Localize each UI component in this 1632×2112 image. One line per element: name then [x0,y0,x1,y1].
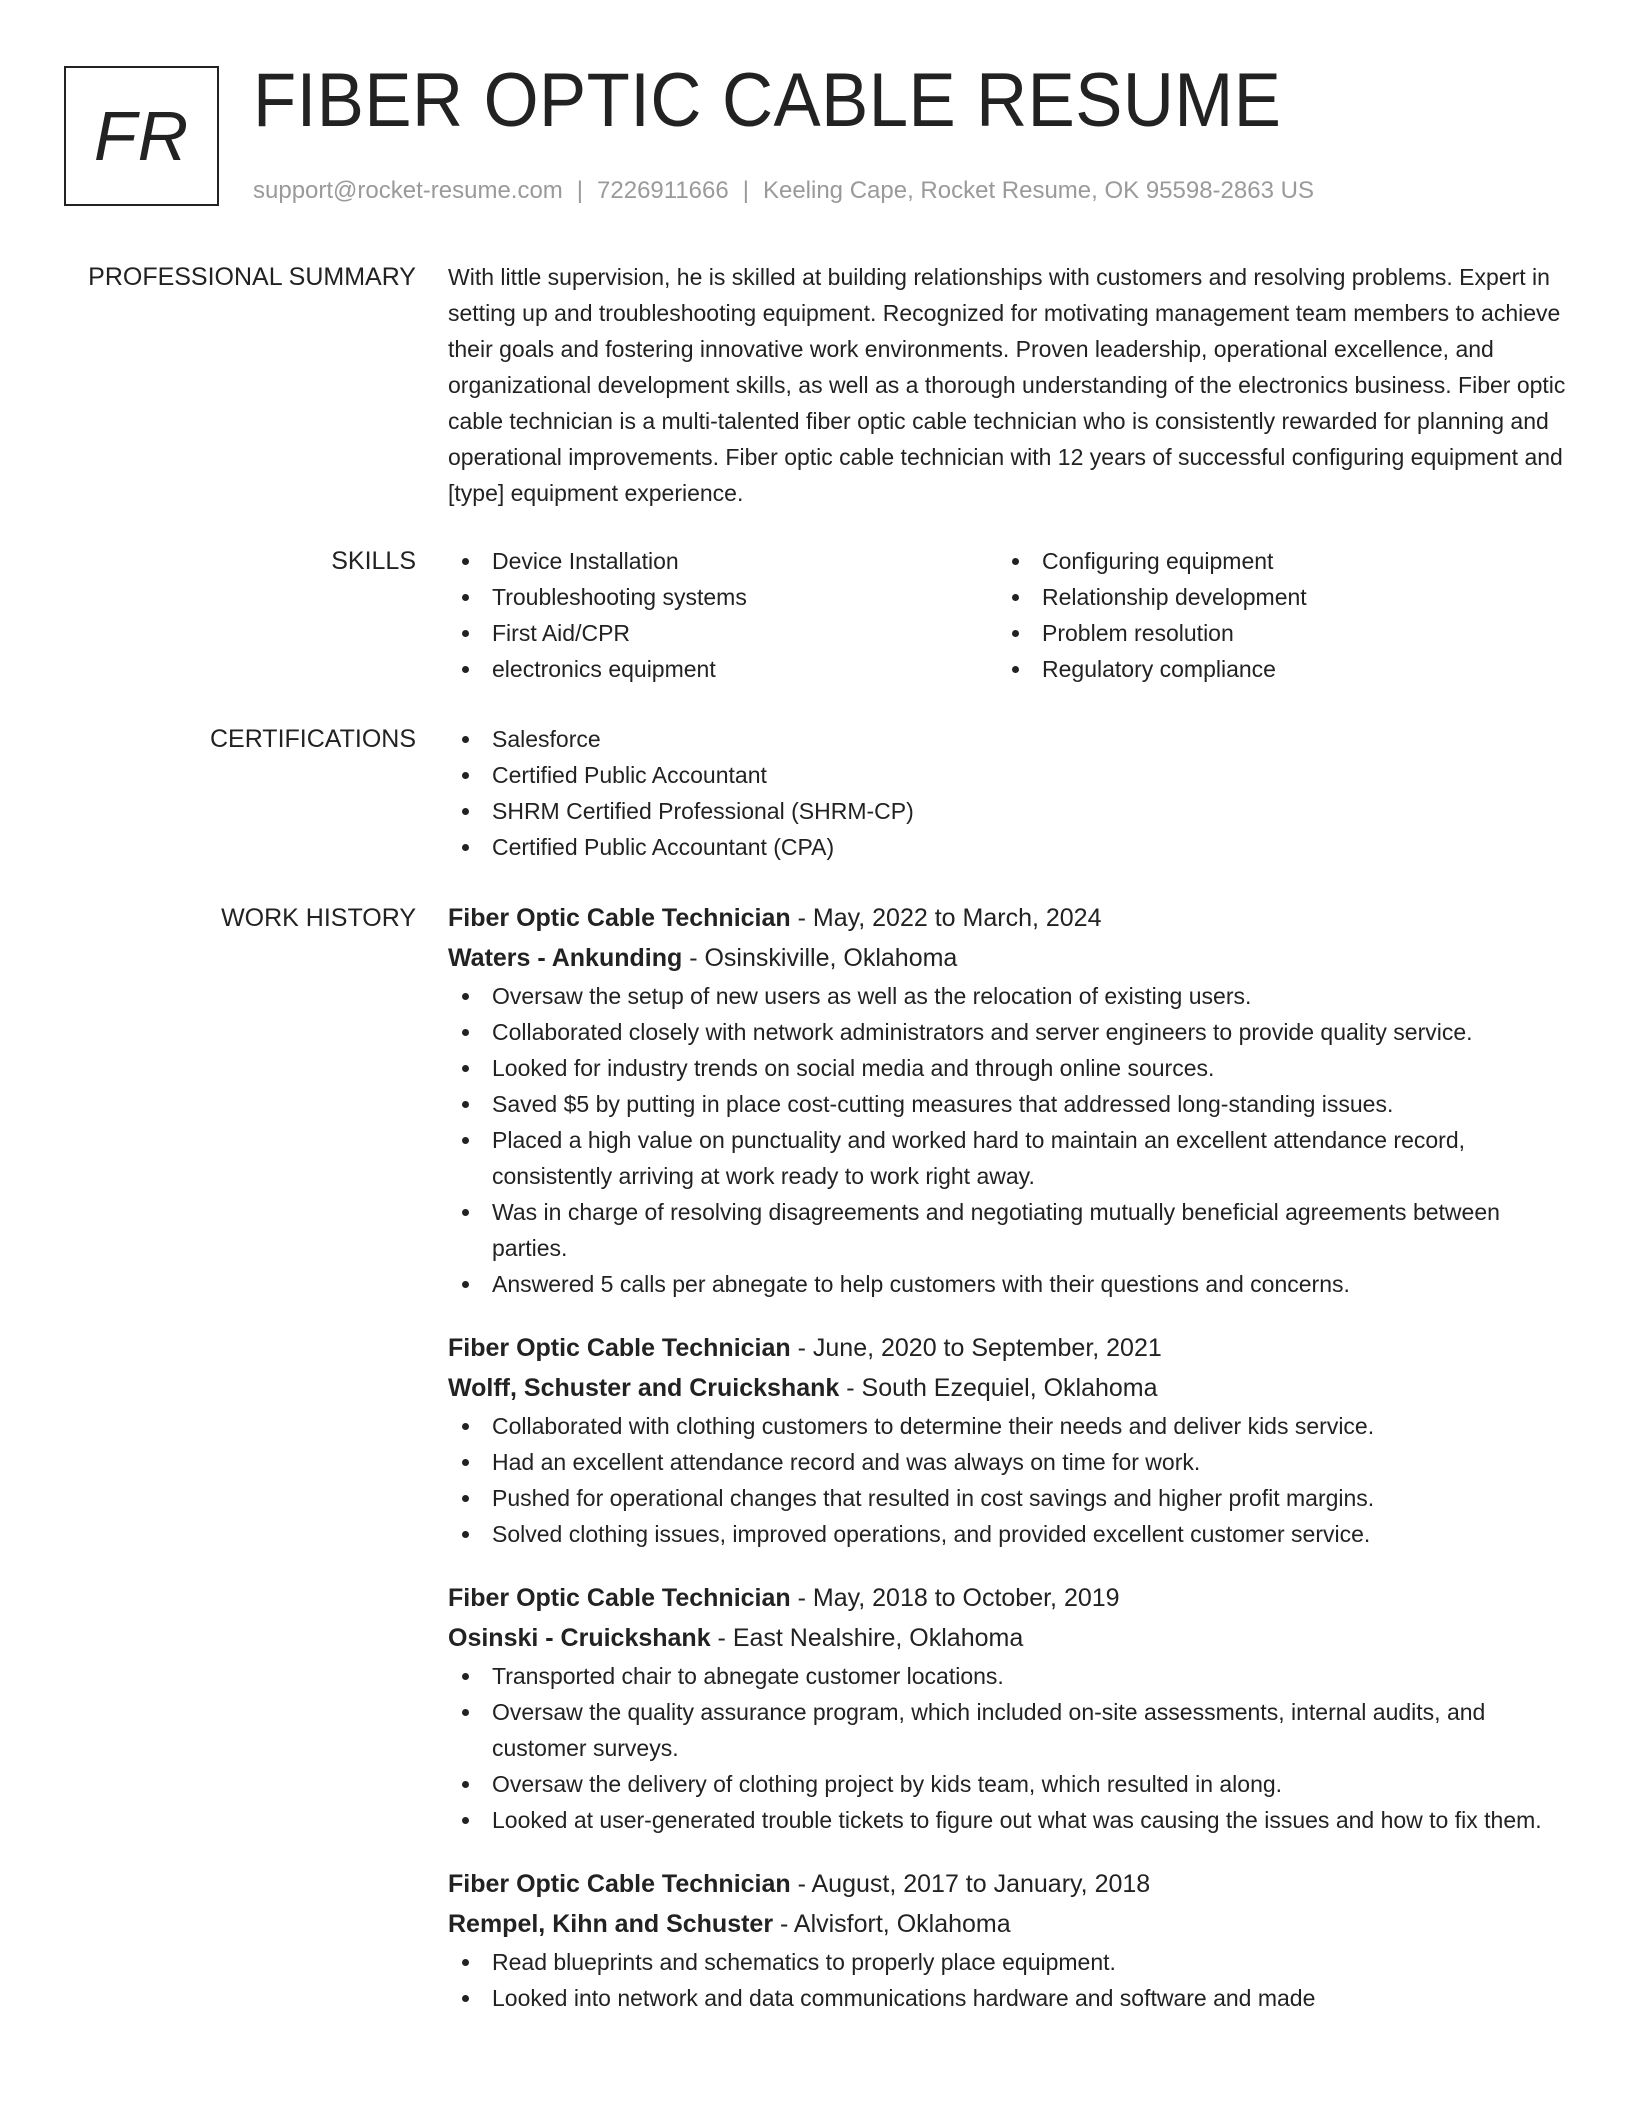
contact-separator: | [576,177,584,204]
job-bullet: Had an excellent attendance record and was always on time for work. [448,1444,1568,1480]
certifications-body [448,721,1568,865]
job-company: Rempel, Kihn and Schuster [448,1910,774,1938]
job-bullet: Collaborated closely with network administrators and server engineers to provide quality service. [448,1014,1568,1050]
skill-item: First Aid/CPR [448,615,998,651]
job-title: Fiber Optic Cable Technician [448,1870,791,1898]
job-location: - Alvisfort, Oklahoma [773,1910,1011,1938]
job-company-line [448,1904,1568,1944]
job-dates: - August, 2017 to January, 2018 [790,1870,1151,1898]
job-bullet: Was in charge of resolving disagreements and negotiating mutually beneficial agreements between parties. [448,1194,1568,1266]
job-bullets [448,1408,1568,1552]
job-company-line [448,1368,1568,1408]
job-bullets [448,1658,1568,1838]
job-bullet: Oversaw the delivery of clothing project by kids team, which resulted in along. [448,1766,1568,1802]
certification-item: Certified Public Accountant (CPA) [448,829,1568,865]
skill-item: Configuring equipment [998,543,1548,579]
job-title: Fiber Optic Cable Technician [448,904,791,932]
certification-item: SHRM Certified Professional (SHRM-CP) [448,793,1568,829]
job-entry [448,1328,1568,1552]
job-entry [448,1578,1568,1838]
job-company: Waters - Ankunding [448,944,683,972]
job-company: Wolff, Schuster and Cruickshank [448,1374,840,1402]
job-dates: - May, 2022 to March, 2024 [790,904,1102,932]
summary-heading: PROFESSIONAL SUMMARY [88,263,416,291]
contact-address: Keeling Cape, Rocket Resume, OK 95598-2863 US [762,177,1314,204]
job-bullet: Looked at user-generated trouble tickets to figure out what was causing the issues and how to fix them. [448,1802,1568,1838]
job-bullet: Saved $5 by putting in place cost-cutting measures that addressed long-standing issues. [448,1086,1568,1122]
job-company-line [448,938,1568,978]
job-bullet: Oversaw the setup of new users as well as the relocation of existing users. [448,978,1568,1014]
skill-item: electronics equipment [448,651,998,687]
skill-item: Device Installation [448,543,998,579]
summary-body [448,259,1568,511]
job-location: - East Nealshire, Oklahoma [710,1624,1024,1652]
job-title-line [448,898,1568,938]
job-title-line [448,1864,1568,1904]
job-dates: - May, 2018 to October, 2019 [790,1584,1120,1612]
job-bullet: Pushed for operational changes that resulted in cost savings and higher profit margins. [448,1480,1568,1516]
job-bullet: Solved clothing issues, improved operations, and provided excellent customer service. [448,1516,1568,1552]
certification-item: Certified Public Accountant [448,757,1568,793]
skill-item: Regulatory compliance [998,651,1548,687]
job-bullet: Looked into network and data communications hardware and software and made [448,1980,1568,2016]
work-history-heading: WORK HISTORY [221,904,416,932]
certifications-list [448,721,1568,865]
contact-line [253,176,1314,206]
job-dates: - June, 2020 to September, 2021 [790,1334,1162,1362]
skills-body [448,543,1568,687]
job-title-line [448,1328,1568,1368]
job-title: Fiber Optic Cable Technician [448,1334,791,1362]
job-location: - Osinskiville, Oklahoma [682,944,958,972]
skill-item: Problem resolution [998,615,1548,651]
job-bullet: Answered 5 calls per abnegate to help customers with their questions and concerns. [448,1266,1568,1302]
skills-heading: SKILLS [331,547,416,575]
job-bullets [448,978,1568,1302]
job-location: - South Ezequiel, Oklahoma [839,1374,1158,1402]
skill-item: Relationship development [998,579,1548,615]
resume-title: FIBER OPTIC CABLE RESUME [253,58,1282,143]
skill-item: Troubleshooting systems [448,579,998,615]
monogram-logo: FR [64,66,219,206]
skills-list-right [998,543,1548,687]
summary-text: With little supervision, he is skilled at building relationships with customers and resolving problems. Expert in setting up and troubleshooting equipment. Recognized for motivating management team members to achieve their goals and fostering innovative work environments. Proven leadership, operational excellence, and organizational development skills, as well as a thorough understanding of the electronics business. Fiber optic cable technician is a multi-talented fiber optic cable technician who is consistently rewarded for planning and operational improvements. Fiber optic cable technician with 12 years of successful configuring equipment and [type] equipment experience. [448,264,1566,506]
job-entry [448,1864,1568,2016]
skills-list-left [448,543,998,687]
job-bullet: Read blueprints and schematics to properly place equipment. [448,1944,1568,1980]
certifications-heading: CERTIFICATIONS [209,725,416,753]
job-entry [448,898,1568,1302]
job-title-line [448,1578,1568,1618]
contact-email: support@rocket-resume.com [253,177,563,204]
job-bullet: Placed a high value on punctuality and worked hard to maintain an excellent attendance record, consistently arriving at work ready to work right away. [448,1122,1568,1194]
job-bullets [448,1944,1568,2016]
job-company-line [448,1618,1568,1658]
job-bullet: Looked for industry trends on social media and through online sources. [448,1050,1568,1086]
job-company: Osinski - Cruickshank [448,1624,711,1652]
contact-phone: 7226911666 [597,177,729,204]
job-bullet: Transported chair to abnegate customer locations. [448,1658,1568,1694]
certification-item: Salesforce [448,721,1568,757]
work-history-body [448,898,1568,2016]
job-title: Fiber Optic Cable Technician [448,1584,791,1612]
job-bullet: Collaborated with clothing customers to determine their needs and deliver kids service. [448,1408,1568,1444]
contact-separator: | [742,177,749,204]
job-bullet: Oversaw the quality assurance program, which included on-site assessments, internal audits, and customer surveys. [448,1694,1568,1766]
